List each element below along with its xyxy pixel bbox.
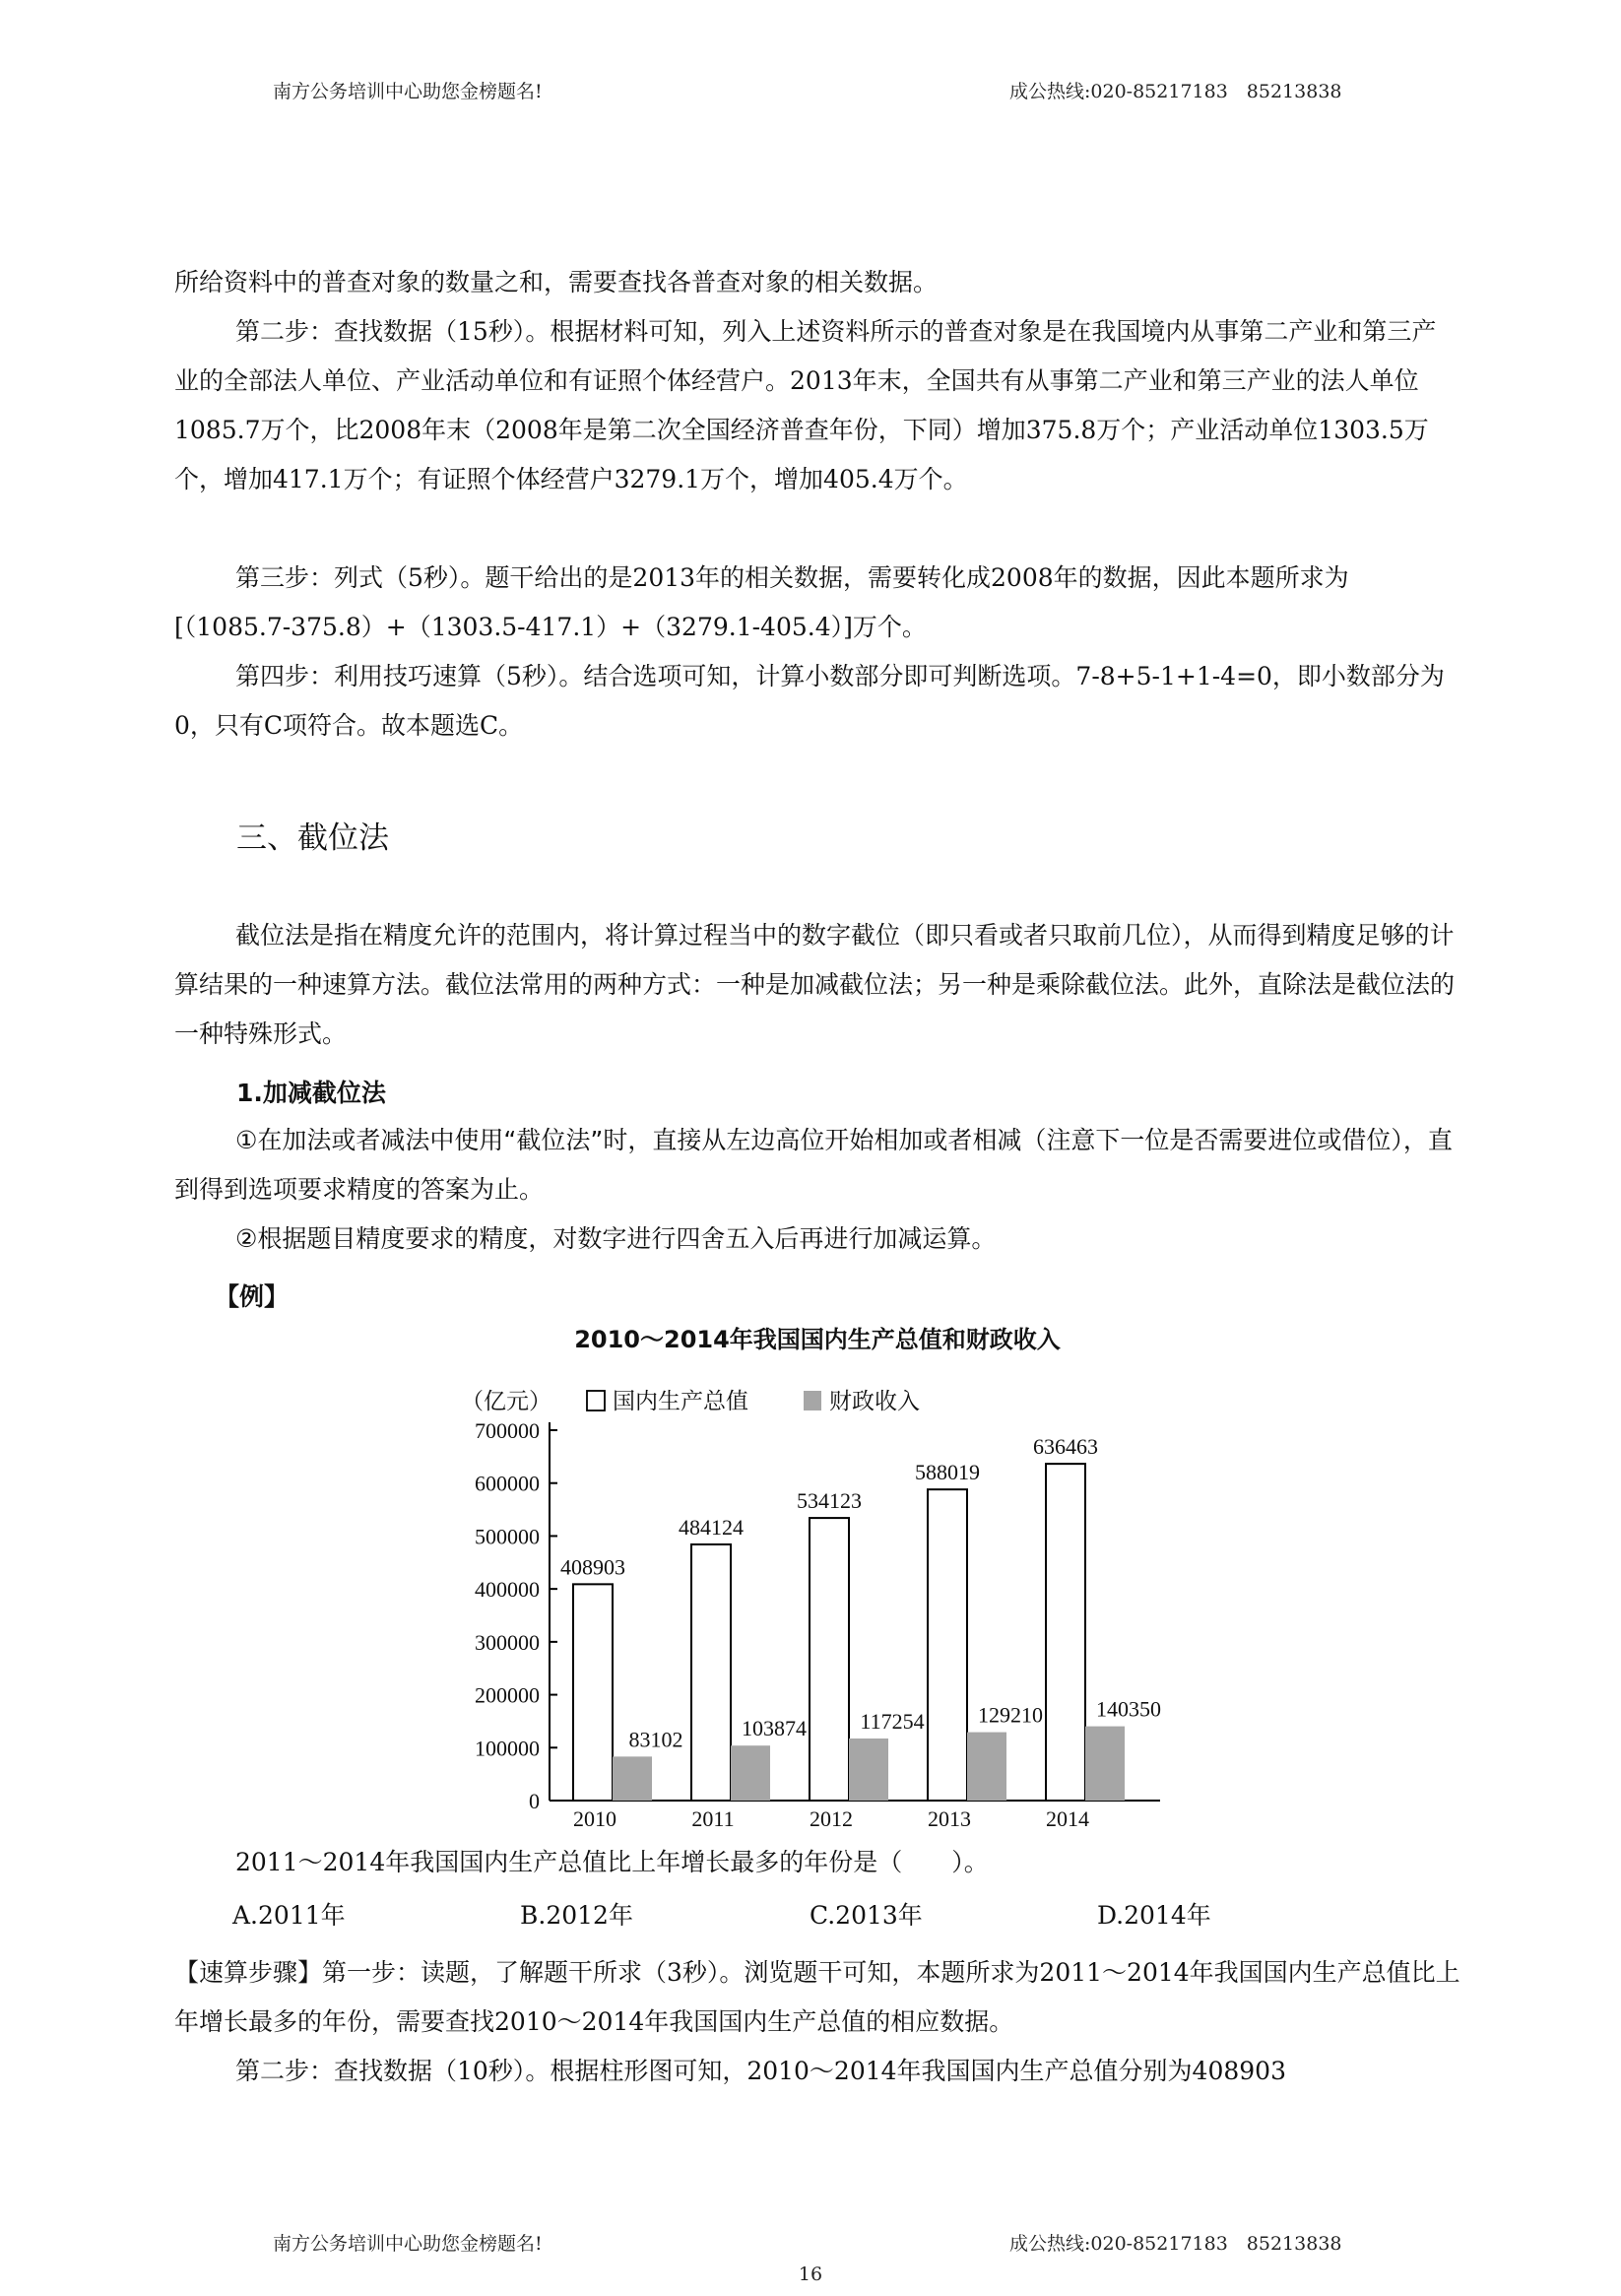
legend-label-1: 财政收入 <box>829 1389 920 1413</box>
x-tick-label: 2010 <box>573 1806 616 1831</box>
bar-2013-s0 <box>928 1489 967 1801</box>
bar-2011-s1 <box>731 1745 770 1801</box>
data-label: 588019 <box>915 1460 980 1485</box>
bar-2010-s0 <box>573 1584 613 1801</box>
section-intro: 截位法是指在精度允许的范围内，将计算过程当中的数字截位（即只看或者只取前几位），从而得到精度足够的计算结果的一种速算方法。截位法常用的两种方式：一种是加减截位法；另一种是乘除截位法。此外，直除法是截位法的一种特殊形式。 <box>174 921 1456 1048</box>
rule-1: ①在加法或者减法中使用“截位法”时，直接从左边高位开始相加或者相减（注意下一位是否需要进位或借位），直到得到选项要求精度的答案为止。 <box>174 1126 1453 1204</box>
paragraph-continuation: 所给资料中的普查对象的数量之和，需要查找各普查对象的相关数据。 <box>174 268 939 296</box>
bar-2011-s0 <box>691 1544 731 1801</box>
data-label: 408903 <box>560 1554 625 1580</box>
subheading-addition-subtraction: 1.加减截位法 <box>236 1079 386 1107</box>
y-tick-label: 0 <box>529 1789 540 1813</box>
legend-swatch-1 <box>804 1391 821 1410</box>
unit-label: （亿元） <box>461 1389 551 1413</box>
bar-2012-s0 <box>810 1518 849 1801</box>
data-label: 484124 <box>679 1514 744 1540</box>
steps-paragraph-1: 【速算步骤】第一步：读题，了解题干所求（3秒）。浏览题干可知，本题所求为2011～2014年我国国内生产总值比上年增长最多的年份，需要查找2010～2014年我国国内生产总值的相应数据。 <box>174 1958 1460 2036</box>
bar-2014-s1 <box>1085 1727 1125 1801</box>
section-heading: 三、截位法 <box>236 820 389 856</box>
paragraph-step-4: 第四步：利用技巧速算（5秒）。结合选项可知，计算小数部分即可判断选项。7-8+5-1+1-4=0，即小数部分为0，只有C项符合。故本题选C。 <box>174 662 1445 740</box>
bar-2010-s1 <box>613 1756 652 1801</box>
data-label: 103874 <box>742 1716 807 1741</box>
header-hotline-text: 成公热线:020-85217183 85213838 <box>1009 81 1342 102</box>
chart-title: 2010～2014年我国国内生产总值和财政收入 <box>574 1326 1061 1353</box>
bar-2012-s1 <box>849 1738 888 1801</box>
bar-2013-s1 <box>967 1733 1006 1801</box>
option-c[interactable]: C.2013年 <box>810 1901 923 1930</box>
paragraph-step-2: 第二步：查找数据（15秒）。根据材料可知，列入上述资料所示的普查对象是在我国境内从事第二产业和第三产业的全部法人单位、产业活动单位和有证照个体经营户。2013年末，全国共有从事第二产业和第三产业的法人单位1085.7万个，比2008年末（2008年是第二次全国经济普查年份，下同）增加375.8万个；产业活动单位1303.5万个，增加417.1万个；有证照个体经营户3279.1万个，增加405.4万个。 <box>174 317 1437 493</box>
data-label: 140350 <box>1096 1696 1161 1722</box>
bar-chart <box>423 1320 1211 1832</box>
y-tick-label: 600000 <box>475 1471 540 1496</box>
x-tick-label: 2014 <box>1046 1806 1089 1831</box>
x-tick-label: 2013 <box>928 1806 971 1831</box>
option-b[interactable]: B.2012年 <box>520 1901 633 1930</box>
answer-options <box>232 1896 1316 1935</box>
header-left-text: 南方公务培训中心助您金榜题名! <box>273 81 543 102</box>
example-label: 【例】 <box>215 1282 290 1311</box>
option-a[interactable]: A.2011年 <box>232 1901 346 1930</box>
option-d[interactable]: D.2014年 <box>1097 1901 1211 1930</box>
y-tick-label: 500000 <box>475 1524 540 1549</box>
y-tick-label: 700000 <box>475 1418 540 1443</box>
paragraph-step-3: 第三步：列式（5秒）。题干给出的是2013年的相关数据，需要转化成2008年的数据，因此本题所求为[（1085.7-375.8）+（1303.5-417.1）+（3279.1-405.4）]万个。 <box>174 563 1349 641</box>
rule-2: ②根据题目精度要求的精度，对数字进行四舍五入后再进行加减运算。 <box>235 1224 997 1253</box>
footer-left-text: 南方公务培训中心助您金榜题名! <box>273 2233 543 2255</box>
y-tick-label: 400000 <box>475 1577 540 1603</box>
page-number: 16 <box>798 2263 823 2285</box>
question-text: 2011～2014年我国国内生产总值比上年增长最多的年份是（ ）。 <box>235 1848 989 1876</box>
data-label: 83102 <box>628 1727 683 1752</box>
footer-hotline-text: 成公热线:020-85217183 85213838 <box>1009 2233 1342 2255</box>
data-label: 534123 <box>797 1488 862 1514</box>
bar-2014-s0 <box>1046 1464 1085 1801</box>
x-tick-label: 2011 <box>691 1806 735 1831</box>
data-label: 636463 <box>1033 1434 1098 1460</box>
x-tick-label: 2012 <box>810 1806 853 1831</box>
legend-label-0: 国内生产总值 <box>613 1389 748 1413</box>
data-label: 117254 <box>860 1709 925 1735</box>
chart-figure <box>423 1320 1211 1832</box>
steps-paragraph-2: 第二步：查找数据（10秒）。根据柱形图可知，2010～2014年我国国内生产总值分别为408903 <box>235 2057 1286 2085</box>
y-tick-label: 100000 <box>475 1736 540 1761</box>
y-tick-label: 300000 <box>475 1629 540 1655</box>
data-label: 129210 <box>978 1702 1043 1728</box>
legend-swatch-0 <box>587 1391 605 1410</box>
y-tick-label: 200000 <box>475 1682 540 1708</box>
